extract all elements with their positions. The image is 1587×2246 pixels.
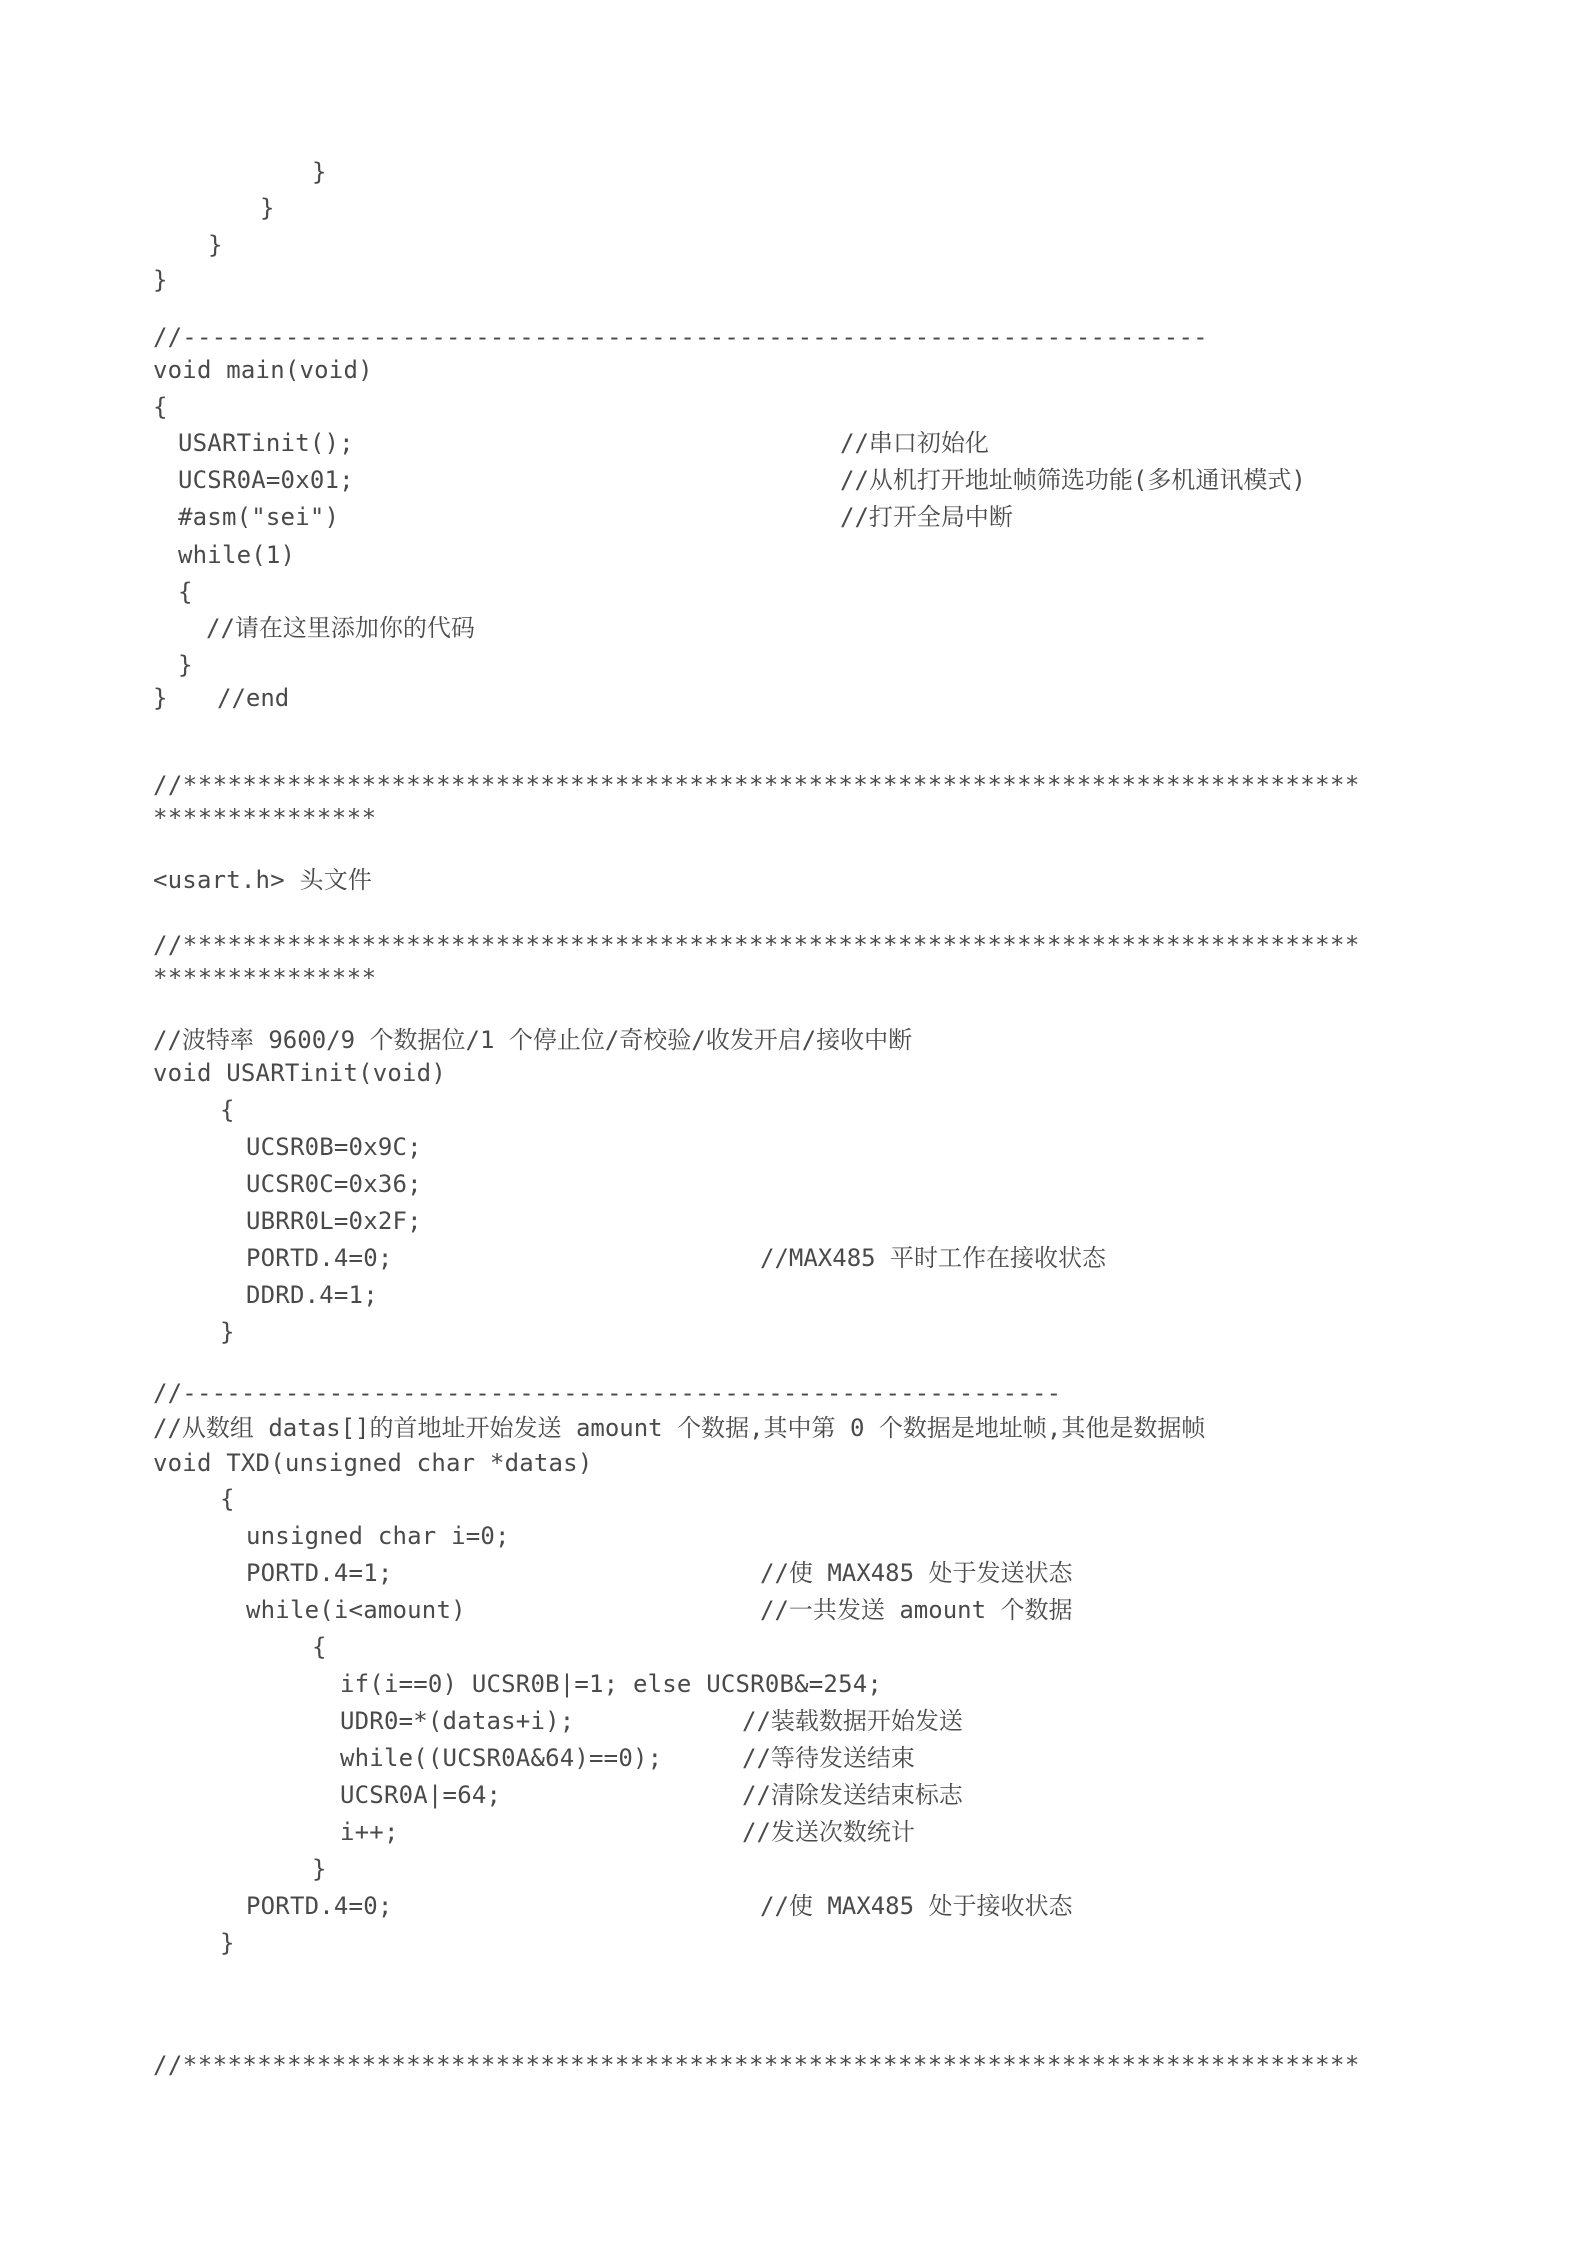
code-line: USARTinit();	[178, 429, 354, 457]
open-brace: {	[312, 1633, 327, 1661]
closing-brace: }	[220, 1318, 235, 1346]
open-brace: {	[220, 1096, 235, 1124]
closing-brace: }	[260, 194, 275, 222]
closing-brace: }	[153, 266, 168, 294]
star-divider: //*******************************************************************************	[153, 771, 1360, 799]
usartinit-signature: void USARTinit(void)	[153, 1059, 446, 1087]
code-line: UCSR0A|=64;	[340, 1781, 502, 1809]
code-line: while(1)	[178, 541, 296, 569]
code-line: UBRR0L=0x2F;	[246, 1207, 422, 1235]
code-line: #asm("sei")	[178, 503, 340, 531]
code-line: while(i<amount)	[246, 1596, 466, 1624]
code-comment: //从机打开地址帧筛选功能(多机通讯模式)	[840, 466, 1306, 494]
txd-signature: void TXD(unsigned char *datas)	[153, 1449, 593, 1477]
code-comment: //请在这里添加你的代码	[206, 614, 475, 642]
code-comment: //从数组 datas[]的首地址开始发送 amount 个数据,其中第 0 个数据是地址帧,其他是数据帧	[153, 1414, 1206, 1442]
code-comment: //发送次数统计	[742, 1818, 915, 1846]
code-line: UCSR0C=0x36;	[246, 1170, 422, 1198]
code-comment: //end	[217, 684, 290, 712]
header-title: <usart.h> 头文件	[153, 866, 373, 894]
dash-divider: //------------------------------------------------------------	[153, 1379, 1062, 1407]
open-brace: {	[178, 578, 193, 606]
code-line: PORTD.4=1;	[246, 1559, 393, 1587]
code-comment: //等待发送结束	[742, 1744, 915, 1772]
code-comment: //清除发送结束标志	[742, 1781, 963, 1809]
code-line: PORTD.4=0;	[246, 1244, 393, 1272]
star-divider: //*******************************************************************************	[153, 931, 1360, 959]
star-divider: ***************	[153, 804, 377, 832]
code-line: unsigned char i=0;	[246, 1522, 510, 1550]
code-comment: //使 MAX485 处于接收状态	[760, 1892, 1073, 1920]
code-comment: //一共发送 amount 个数据	[760, 1596, 1073, 1624]
code-comment: //MAX485 平时工作在接收状态	[760, 1244, 1107, 1272]
code-line: UCSR0B=0x9C;	[246, 1133, 422, 1161]
closing-brace: }	[153, 684, 168, 712]
closing-brace: }	[220, 1929, 235, 1957]
code-comment: //波特率 9600/9 个数据位/1 个停止位/奇校验/收发开启/接收中断	[153, 1026, 913, 1054]
code-line: if(i==0) UCSR0B|=1; else UCSR0B&=254;	[340, 1670, 883, 1698]
dash-divider: //----------------------------------------------------------------------	[153, 323, 1208, 351]
code-line: while((UCSR0A&64)==0);	[340, 1744, 663, 1772]
code-comment: //使 MAX485 处于发送状态	[760, 1559, 1073, 1587]
closing-brace: }	[178, 651, 193, 679]
main-signature: void main(void)	[153, 356, 373, 384]
open-brace: {	[220, 1485, 235, 1513]
closing-brace: }	[208, 231, 223, 259]
code-line: i++;	[340, 1818, 399, 1846]
code-line: PORTD.4=0;	[246, 1892, 393, 1920]
closing-brace: }	[312, 158, 327, 186]
open-brace: {	[153, 393, 168, 421]
code-comment: //打开全局中断	[840, 503, 1013, 531]
code-line: DDRD.4=1;	[246, 1281, 378, 1309]
closing-brace: }	[312, 1855, 327, 1883]
code-comment: //串口初始化	[840, 429, 989, 457]
star-divider: ***************	[153, 964, 377, 992]
star-divider: //*******************************************************************************	[153, 2051, 1360, 2079]
code-line: UCSR0A=0x01;	[178, 466, 354, 494]
code-line: UDR0=*(datas+i);	[340, 1707, 575, 1735]
code-comment: //装载数据开始发送	[742, 1707, 963, 1735]
